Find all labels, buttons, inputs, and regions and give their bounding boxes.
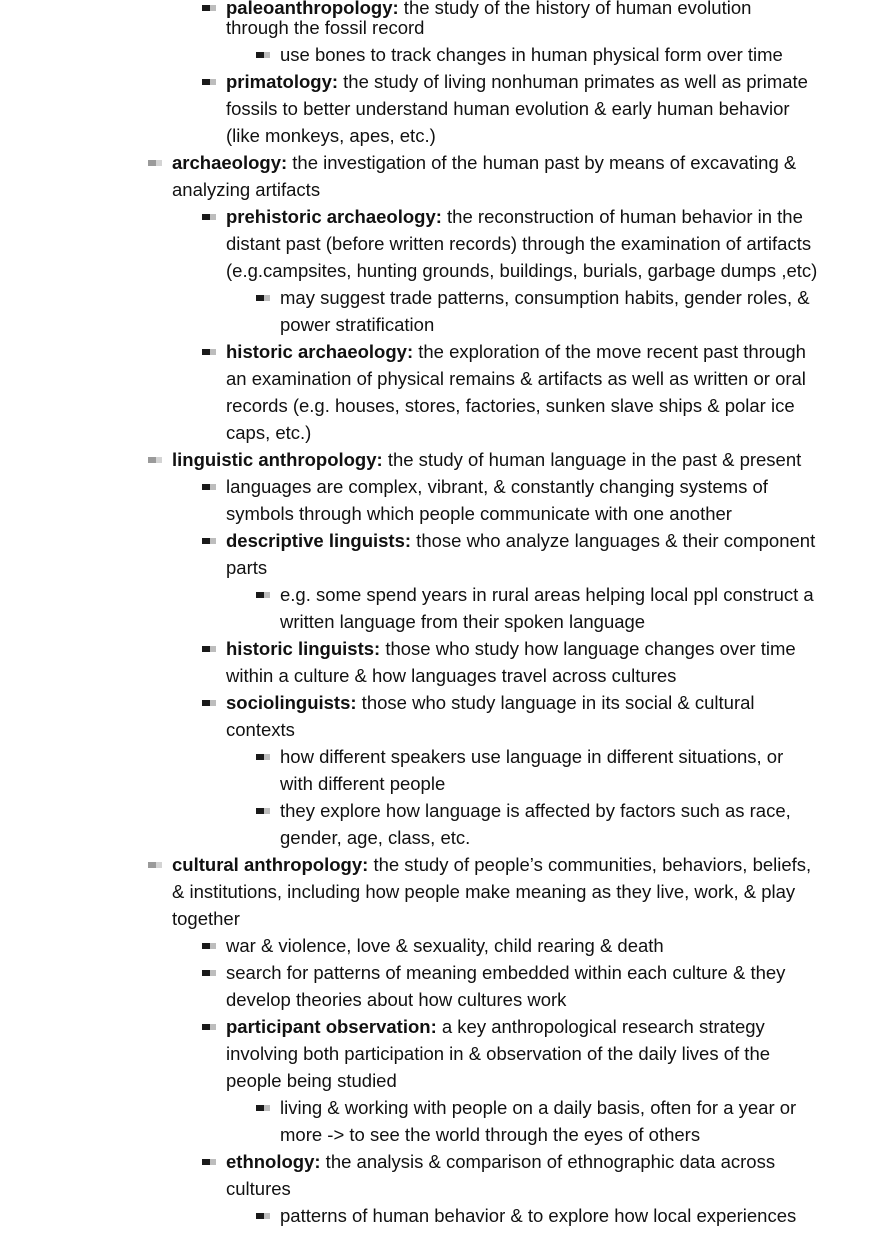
- list-item: [226, 635, 818, 689]
- list-item: [172, 149, 817, 203]
- definition: a key anthropological research strategy involving both participation in & observation of the daily lives of the people being studied: [226, 1016, 771, 1091]
- definition: the analysis & comparison of ethnographic data across cultures: [226, 1151, 776, 1199]
- list-item: [226, 527, 818, 581]
- bullet-icon: [148, 160, 156, 166]
- list-item: [172, 446, 817, 473]
- bullet-icon: [202, 214, 210, 220]
- definition: they explore how language is affected by factors such as race, gender, age, class, etc.: [280, 800, 791, 848]
- list-item: [226, 338, 818, 446]
- term: paleoanthropology:: [226, 0, 399, 18]
- bullet-icon: [256, 592, 264, 598]
- list-item: [226, 1148, 818, 1202]
- definition: the study of human language in the past & present: [382, 449, 802, 470]
- term: linguistic anthropology:: [172, 449, 383, 470]
- bullet-icon: [202, 5, 210, 11]
- definition: those who study language in its social & cultural contexts: [226, 692, 755, 740]
- definition: the study of living nonhuman primates as well as primate fossils to better understand human evolution & early human behavior (like monkeys, apes, etc.): [226, 71, 808, 146]
- bullet-icon: [256, 1213, 264, 1219]
- bullet-icon: [148, 457, 156, 463]
- definition: languages are complex, vibrant, & constantly changing systems of symbols through which people communicate with one another: [226, 476, 768, 524]
- bullet-icon: [256, 808, 264, 814]
- list-item: [280, 797, 818, 851]
- term: prehistoric archaeology:: [226, 206, 442, 227]
- list-item: [280, 743, 818, 797]
- bullet-icon: [202, 349, 210, 355]
- term: archaeology:: [172, 152, 288, 173]
- list-item: [280, 41, 818, 68]
- bullet-icon: [256, 754, 264, 760]
- list-item: [280, 284, 818, 338]
- list-item: [226, 203, 818, 284]
- list-item: [280, 581, 818, 635]
- definition: may suggest trade patterns, consumption habits, gender roles, & power stratification: [280, 287, 810, 335]
- bullet-icon: [202, 943, 210, 949]
- term: descriptive linguists:: [226, 530, 412, 551]
- definition: patterns of human behavior & to explore how local experiences: [280, 1205, 797, 1226]
- bullet-icon: [202, 646, 210, 652]
- list-item: [226, 689, 818, 743]
- list-item: [280, 1202, 818, 1229]
- definition: those who study how language changes over time within a culture & how languages travel across cultures: [226, 638, 796, 686]
- bullet-icon: [202, 79, 210, 85]
- bullet-icon: [202, 970, 210, 976]
- bullet-icon: [148, 862, 156, 868]
- term: sociolinguists:: [226, 692, 357, 713]
- bullet-icon: [256, 295, 264, 301]
- definition: war & violence, love & sexuality, child rearing & death: [226, 935, 664, 956]
- bullet-icon: [202, 1024, 210, 1030]
- definition: use bones to track changes in human physical form over time: [280, 44, 783, 65]
- definition: e.g. some spend years in rural areas helping local ppl construct a written language from their spoken language: [280, 584, 814, 632]
- bullet-icon: [256, 52, 264, 58]
- bullet-icon: [256, 1105, 264, 1111]
- definition: the study of people’s communities, behaviors, beliefs, & institutions, including how people make meaning as they live, work, & play together: [172, 854, 812, 929]
- term: historic archaeology:: [226, 341, 414, 362]
- term: ethnology:: [226, 1151, 321, 1172]
- list-item: [226, 473, 818, 527]
- definition: the reconstruction of human behavior in the distant past (before written records) through the examination of artifacts (e.g.campsites, hunting grounds, buildings, burials, garbage dumps ,etc): [226, 206, 818, 281]
- term: historic linguists:: [226, 638, 381, 659]
- bullet-icon: [202, 538, 210, 544]
- term: cultural anthropology:: [172, 854, 369, 875]
- bullet-icon: [202, 1159, 210, 1165]
- definition: how different speakers use language in different situations, or with different people: [280, 746, 784, 794]
- definition: those who analyze languages & their component parts: [226, 530, 816, 578]
- bullet-icon: [202, 700, 210, 706]
- bullet-icon: [202, 484, 210, 490]
- definition: the investigation of the human past by means of excavating & analyzing artifacts: [172, 152, 797, 200]
- list-item: [226, 932, 818, 959]
- list-item: [226, 959, 818, 1013]
- definition: the exploration of the move recent past through an examination of physical remains & artifacts as well as written or oral records (e.g. houses, stores, factories, sunken slave ships & polar ice caps, etc.): [226, 341, 806, 443]
- list-item: [172, 851, 817, 932]
- list-item: [226, 1013, 818, 1094]
- list-item: [226, 0, 818, 41]
- list-item: [280, 1094, 818, 1148]
- term: participant observation:: [226, 1016, 437, 1037]
- definition: search for patterns of meaning embedded within each culture & they develop theories about how cultures work: [226, 962, 786, 1010]
- definition: the study of the history of human evolution through the fossil record: [226, 0, 752, 38]
- list-item: [226, 68, 818, 149]
- term: primatology:: [226, 71, 339, 92]
- definition: living & working with people on a daily basis, often for a year or more -> to see the world through the eyes of others: [280, 1097, 797, 1145]
